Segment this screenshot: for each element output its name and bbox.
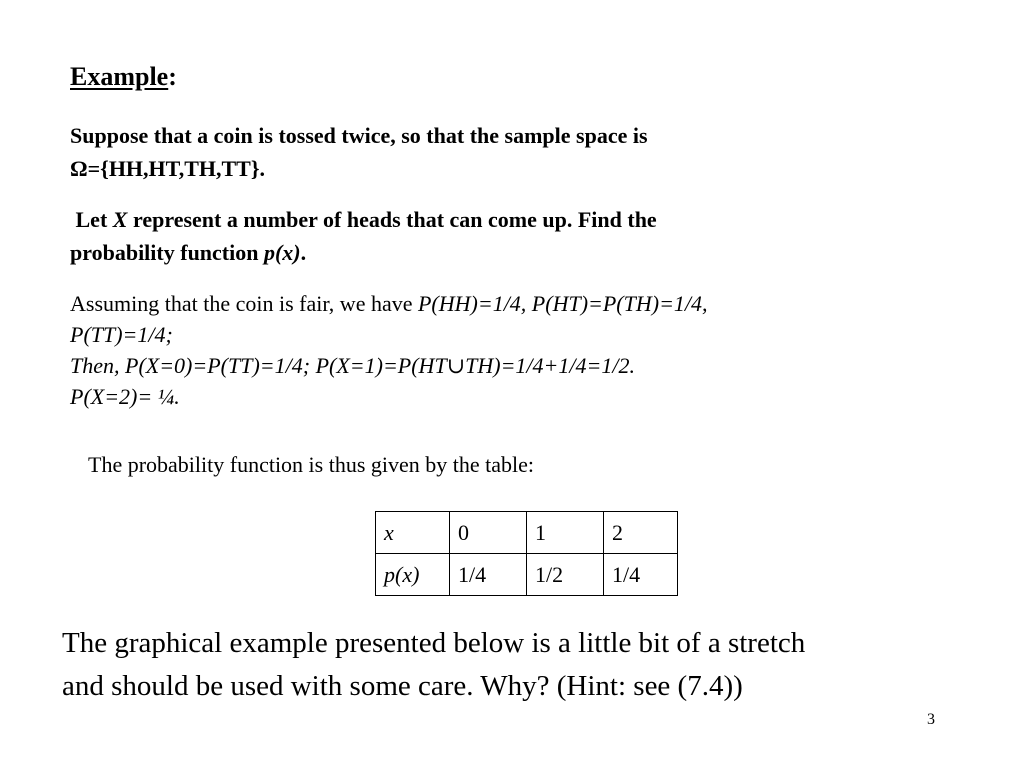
table-cell — [376, 554, 450, 596]
table-row — [376, 512, 678, 554]
table-cell: 1/4 — [450, 554, 527, 596]
task-paragraph — [70, 203, 950, 269]
task-line2 — [70, 236, 950, 269]
solution-line4-text: P(X=2)= ¼. — [70, 384, 180, 409]
union-symbol: ∪ — [446, 353, 466, 378]
solution-paragraph — [70, 288, 970, 412]
solution-line2-text: P(TT)=1/4; — [70, 322, 173, 347]
task-variable: X — [112, 207, 128, 232]
table-row — [376, 554, 678, 596]
solution-line3-b: TH)=1/4+1/4=1/2. — [465, 353, 635, 378]
solution-line4 — [70, 381, 970, 412]
closing-line1: The graphical example presented below is a little bit of a stretch — [62, 627, 806, 659]
task-mid: represent a number of heads that can come up. Find the — [127, 207, 657, 232]
probability-table — [375, 511, 678, 596]
task-line2-text: probability function — [70, 240, 264, 265]
closing-paragraph — [62, 622, 962, 708]
cell-text: x — [384, 519, 394, 545]
task-function: p(x) — [263, 240, 301, 265]
task-end: . — [300, 240, 307, 265]
sample-space-line1: Suppose that a coin is tossed twice, so that the sample space is — [70, 123, 648, 148]
table-cell: 2 — [604, 512, 678, 554]
solution-line3 — [70, 350, 970, 381]
title-label: Example — [70, 62, 169, 91]
solution-italic1: P(HH)=1/4, P(HT)=P(TH)=1/4, — [417, 291, 708, 316]
task-prefix: Let — [70, 207, 113, 232]
solution-line3-a: Then, P(X=0)=P(TT)=1/4; P(X=1)=P(HT — [70, 353, 447, 378]
title-colon: : — [168, 62, 177, 91]
solution-plain: Assuming that the coin is fair, we have — [70, 291, 418, 316]
cell-text: p(x) — [384, 561, 420, 587]
table-cell: 1/4 — [604, 554, 678, 596]
page-number: 3 — [927, 711, 935, 728]
table-cell — [376, 512, 450, 554]
table-intro: The probability function is thus given by the table: — [88, 452, 535, 477]
slide-title — [70, 62, 177, 92]
sample-space-paragraph — [70, 119, 950, 185]
task-line1 — [70, 203, 950, 236]
solution-line1 — [70, 288, 970, 319]
sample-space-line2: Ω={HH,HT,TH,TT}. — [70, 156, 266, 181]
table-cell: 1 — [527, 512, 604, 554]
closing-line2: and should be used with some care. Why? (Hint: see (7.4)) — [62, 670, 743, 702]
table-cell: 0 — [450, 512, 527, 554]
solution-line2 — [70, 319, 970, 350]
table-cell: 1/2 — [527, 554, 604, 596]
